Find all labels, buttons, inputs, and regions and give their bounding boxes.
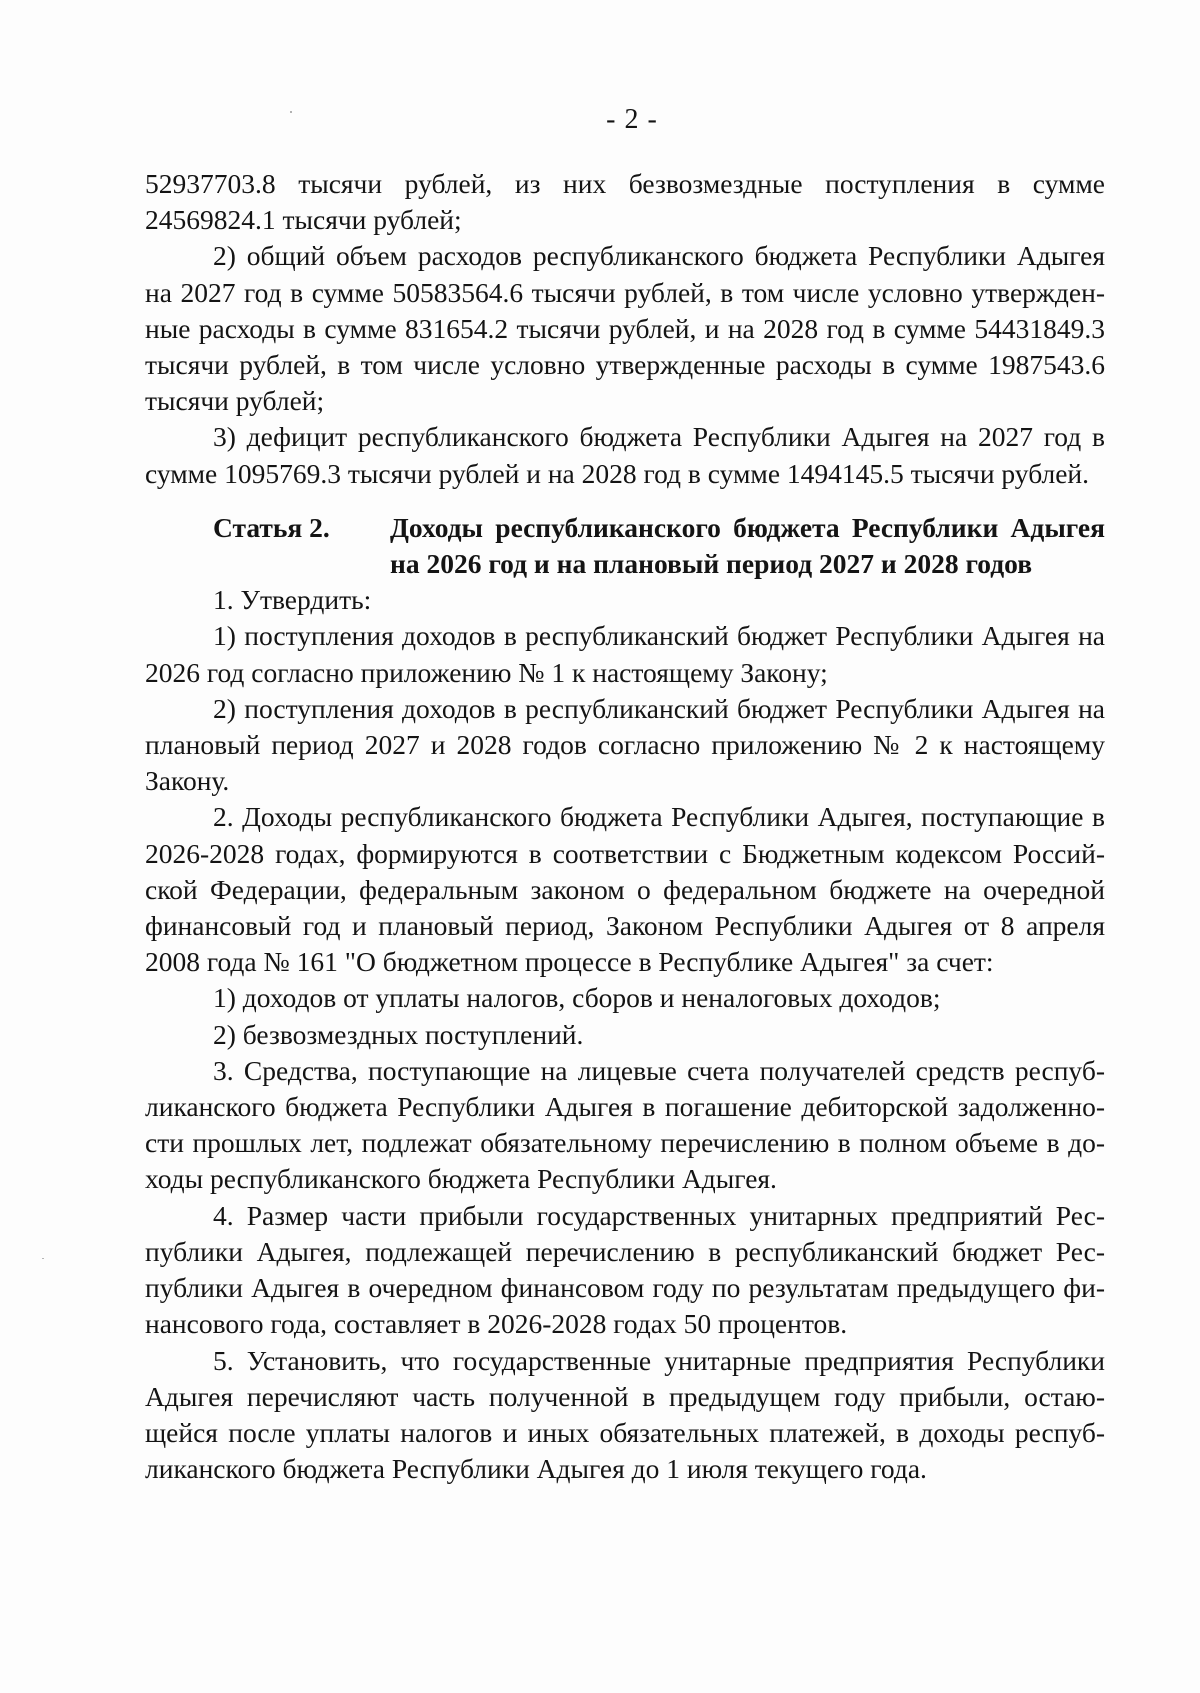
paragraph-taxes: 1) доходов от уплаты налогов, сборов и неналоговых доходов; [213,982,941,1014]
document-body [145,166,1105,1487]
paragraph-profit-transfer: 5. Установить, что государственные унитарные предприятия Республики Адыгея перечисляют часть полученной в предыдущем году прибыли, остающейся после уплаты налогов и иных обязательных платежей, в доходы республиканского бюджета Республики Адыгея до 1 июля текущего года. [145,1344,1105,1485]
paragraph-profit-share: 4. Размер части прибыли государственных унитарных предприятий Республики Адыгея, подлежащей перечислению в республиканский бюджет Республики Адыгея в очередном финансовом году по результатам предыдущего финансового года, составляет в 2026-2028 годах 50 процентов. [145,1199,1105,1340]
paragraph-deficit: 3) дефицит республиканского бюджета Республики Адыгея на 2027 год в сумме 1095769.3 тысячи рублей и на 2028 год в сумме 1494145.5 тысячи рублей. [145,421,1105,489]
article-heading [145,510,1105,582]
paragraph-income-formation: 2. Доходы республиканского бюджета Республики Адыгея, поступающие в 2026-2028 годах, формируются в соответствии с Бюджетным кодексом Российской Федерации, федеральным законом о федеральном бюджете на очередной финансовый год и плановый период, Законом Республики Адыгея от 8 апреля 2008 года № 161 "О бюджетном процессе в Республике Адыгея" за счет: [145,801,1105,978]
paragraph-income-planning-period: 2) поступления доходов в республиканский бюджет Республики Адыгея на плановый период 2027 и 2028 годов согласно приложению № 2 к настоящему Закону. [145,692,1105,797]
scan-dust-mark [42,1258,44,1259]
paragraph-receivables: 3. Средства, поступающие на лицевые счета получателей средств республиканского бюджета Республики Адыгея в погашение дебиторской задолженности прошлых лет, подлежат обязательному перечислению в полном объеме в доходы республиканского бюджета Республики Адыгея. [145,1054,1105,1195]
paragraph-approve: 1. Утвердить: [213,584,372,616]
article-label: Статья 2. [213,511,330,543]
article-title: Доходы республиканского бюджета Республики Адыгея на 2026 год и на плановый период 2027 и 2028 годов [390,511,1105,580]
paragraph-income-2026: 1) поступления доходов в республиканский бюджет Республики Адыгея на 2026 год согласно приложению № 1 к настоящему Закону; [145,620,1105,688]
paragraph-revenue-continuation: 52937703.8 тысячи рублей, из них безвозмездные поступления в сумме 24569824.1 тысячи рублей; [145,168,1105,236]
paragraph-expenditures: 2) общий объем расходов республиканского бюджета Республики Адыгея на 2027 год в сумме 50583564.6 тысячи рублей, в том числе условно утвержденные расходы в сумме 831654.2 тысячи рублей, и на 2028 год в сумме 54431849.3 тысячи рублей, в том числе условно утвержденные расходы в сумме 1987543.6 тысячи рублей; [145,240,1105,417]
paragraph-gratuitous-receipts: 2) безвозмездных поступлений. [213,1018,584,1050]
page-number: - 2 - [606,104,658,135]
